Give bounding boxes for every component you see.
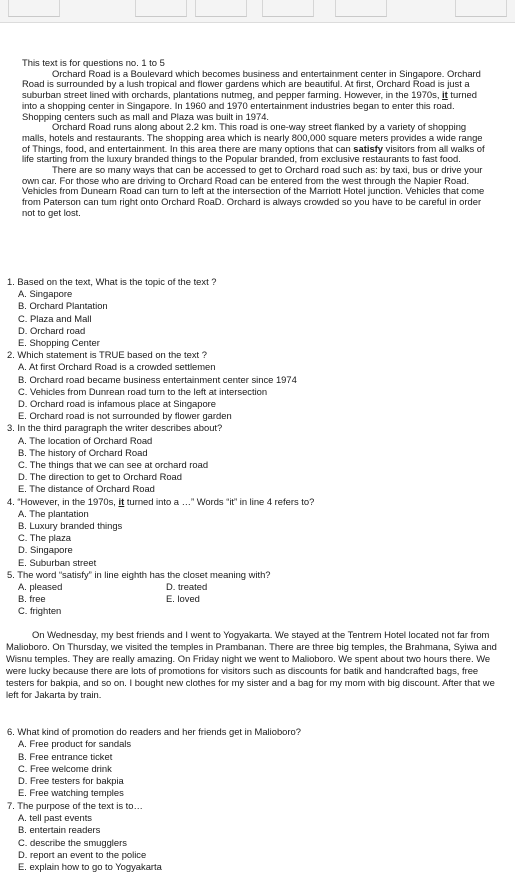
toolbar-tab[interactable] (335, 0, 387, 17)
option-b: B. Free entrance ticket (18, 750, 113, 762)
bold-word-satisfy: satisfy (353, 142, 384, 154)
option-d: D. Orchard road (18, 324, 86, 336)
question-text: 5. The word “satisfy” in line eighth has the closet meaning with? (7, 568, 271, 580)
question-text: 1. Based on the text, What is the topic of the text ? (7, 276, 217, 287)
passage-paragraph-2: Orchard Road runs along about 2.2 km. This road is one-way street flanked by a variety of shopping malls, hotels and restaurants. The shopping area which is nearly 800,000 square meters provides a wide range of Things, food, and entertainment. In this area there are many options that can satisfy visitors from all walks of life starting from the luxury branded things to the Popular branded, from exclusive restaurants to fast food. (22, 121, 485, 165)
option-a: A. At first Orchard Road is a crowded settlemen (18, 361, 216, 373)
question-3 (7, 422, 497, 495)
option-c: C. frighten (18, 605, 62, 617)
option-e: E. Free watching temples (18, 787, 124, 799)
question-text: 2. Which statement is TRUE based on the text ? (7, 349, 207, 361)
option-a: A. pleased (18, 581, 63, 593)
option-c: C. Vehicles from Dunrean road turn to the left at intersection (18, 385, 268, 397)
option-b: B. Orchard road became business entertainment center since 1974 (18, 373, 297, 385)
option-a: A. tell past events (18, 812, 92, 824)
option-e: E. The distance of Orchard Road (18, 483, 155, 495)
questions-1-to-5 (7, 276, 497, 618)
question-4 (7, 496, 497, 569)
option-b: B. The history of Orchard Road (18, 446, 148, 458)
option-b: B. Luxury branded things (18, 520, 123, 532)
toolbar-tab[interactable] (195, 0, 247, 17)
option-c: C. Free welcome drink (18, 762, 112, 774)
reading-passage-1 (22, 58, 492, 219)
option-d: D. Free testers for bakpia (18, 775, 124, 787)
option-e: E. loved (166, 593, 200, 605)
option-b: B. free (18, 593, 46, 605)
passage-paragraph-3: There are so many ways that can be accessed to get to Orchard road such as: by taxi, bus or drive your own car. For those who are driving to Orchard Road can be entered from the west through the Napier Road. Vehicles from Dunearn Road can turn to left at the intersection of the Marriott Hotel junction. Vehicles that come from Paterson can tum right onto Orchard RoaD. Orchard is always crowded so you have to be careful in order not to get lost. (22, 164, 485, 218)
toolbar-tab[interactable] (8, 0, 60, 17)
option-c: C. describe the smugglers (18, 836, 127, 848)
option-d: D. treated (166, 581, 208, 593)
question-5 (7, 569, 497, 618)
option-b: B. entertain readers (18, 824, 101, 836)
option-d: D. Singapore (18, 544, 73, 556)
option-c: C. The things that we can see at orchard road (18, 459, 209, 471)
question-text: 7. The purpose of the text is to… (7, 799, 143, 811)
question-2 (7, 349, 497, 422)
option-d: D. Orchard road is infamous place at Singapore (18, 398, 217, 410)
option-e: E. Suburban street (18, 556, 97, 568)
question-text: 3. In the third paragraph the writer describes about? (7, 422, 223, 434)
option-e: E. explain how to go to Yogyakarta (18, 861, 162, 873)
option-d: D. The direction to get to Orchard Road (18, 471, 182, 483)
reading-passage-2 (6, 629, 500, 701)
passage-paragraph-1: Orchard Road is a Boulevard which becomes business and entertainment center in Singapore. Orchard Road is surrounded by a lush tropical and flower gardens which are beautiful. At first, Orchard Road is just a suburban street lined with orchards, plantations nutmeg, and pepper farming. However, in the 1970s, it turned into a shopping center in Singapore. In 1960 and 1970 entertainment industries began to enter this road. Shopping centers such as mall and Plaza was built in 1974. (22, 67, 481, 122)
option-b: B. Orchard Plantation (18, 300, 108, 312)
option-e: E. Shopping Center (18, 337, 100, 349)
option-a: A. Singapore (18, 288, 73, 300)
option-a: A. The location of Orchard Road (18, 434, 153, 446)
toolbar-tab[interactable] (135, 0, 187, 17)
passage-paragraph: On Wednesday, my best friends and I went to Yogyakarta. We stayed at the Tentrem Hotel located not far from Malioboro. On Thursday, we visited the temples in Prambanan. There are three big temples, the Brahmana, Syiwa and Wisnu temples. They are really amazing. On Friday night we went to Malioboro. We spent about two hours there. We were lucky because there are lots of promotions for visitors such as discounts for batik and handcrafted bags, free testers for bakpia, and so on. I bought new clothes for my sister and a bag for my mom with big discount. After that we left for Jakarta by train. (6, 629, 497, 700)
toolbar-tab[interactable] (455, 0, 507, 17)
option-c: C. Plaza and Mall (18, 312, 92, 324)
question-1 (7, 276, 497, 349)
option-a: A. Free product for sandals (18, 738, 132, 750)
question-7 (7, 800, 497, 874)
toolbar-tab[interactable] (262, 0, 314, 17)
question-6 (7, 726, 497, 800)
underlined-word-it: it (442, 89, 448, 101)
option-c: C. The plaza (18, 532, 71, 544)
underlined-word-it: it (118, 495, 125, 507)
questions-6-to-7 (7, 726, 497, 874)
question-text: 4. “However, in the 1970s, it turned into a …” Words “it” in line 4 refers to? (7, 495, 315, 507)
option-a: A. The plantation (18, 507, 89, 519)
question-text: 6. What kind of promotion do readers and her friends get in Malioboro? (7, 726, 301, 737)
top-toolbar (0, 0, 515, 23)
options-grid (7, 581, 497, 618)
option-d: D. report an event to the police (18, 848, 147, 860)
option-e: E. Orchard road is not surrounded by flower garden (18, 410, 232, 422)
passage-header: This text is for questions no. 1 to 5 (22, 57, 165, 68)
